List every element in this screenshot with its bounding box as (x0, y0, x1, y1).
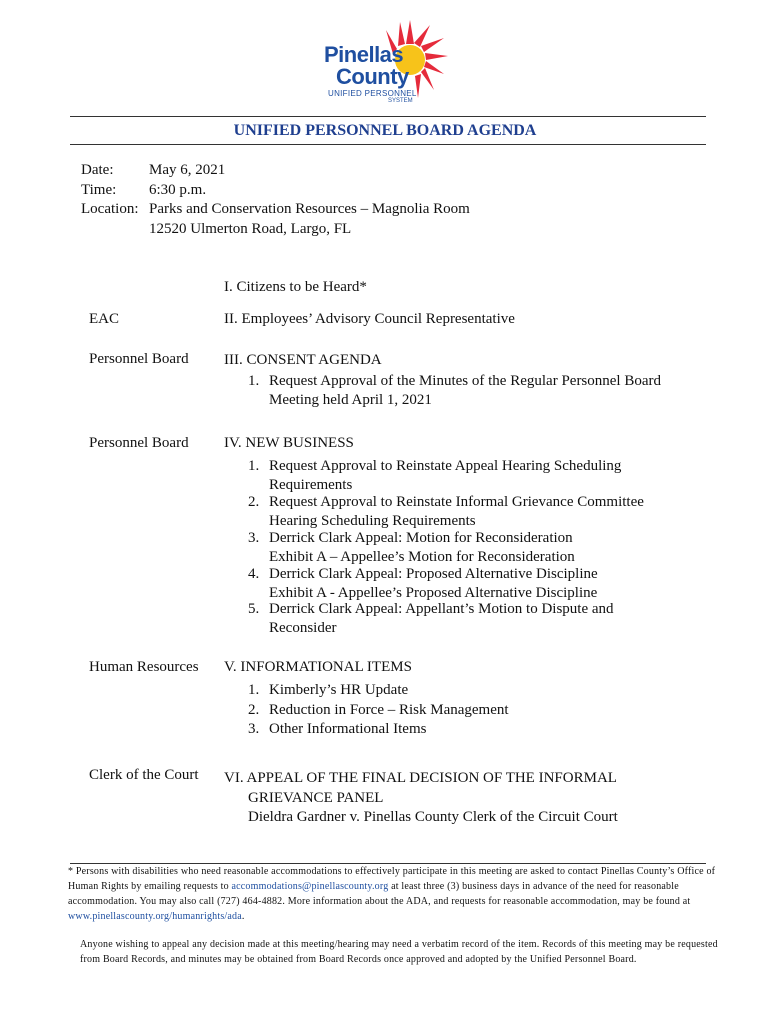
item-number: 4. (248, 566, 260, 582)
item-text-cont: Exhibit A – Appellee’s Motion for Reconsideration (269, 549, 575, 565)
section-2-presenter: EAC (89, 311, 119, 327)
section-6-heading-cont: GRIEVANCE PANEL (248, 790, 384, 806)
accommodations-email-link[interactable]: accommodations@pinellascounty.org (231, 881, 389, 892)
item-text-cont: Exhibit A - Appellee’s Proposed Alternative Discipline (269, 585, 598, 601)
item-number: 1. (248, 682, 260, 698)
footnote-text-3: . (241, 911, 245, 922)
list-item (248, 681, 688, 700)
item-number: 2. (248, 702, 260, 718)
list-item (248, 701, 688, 720)
item-text-cont: Meeting held April 1, 2021 (269, 392, 432, 408)
appeal-notice: Anyone wishing to appeal any decision made at this meeting/hearing may need a verbatim record of the item. Records of this meeting may be requested from Board Records, and minutes may be obtained from Board Records once approved and adopted by the Unified Personnel Board. (80, 939, 718, 965)
time-label: Time: (81, 182, 117, 198)
section-6-heading: VI. APPEAL OF THE FINAL DECISION OF THE INFORMAL (224, 770, 617, 786)
top-rule (70, 116, 706, 117)
logo-system: SYSTEM (388, 98, 413, 104)
section-2-heading: II. Employees’ Advisory Council Representative (224, 311, 515, 327)
section-4-presenter: Personnel Board (89, 435, 189, 451)
list-item (248, 720, 688, 739)
section-6-presenter: Clerk of the Court (89, 767, 199, 783)
footnote-text-2: at least three (3) business days in advance of the need for reasonable accommodation. You may also call (727) 464-4882. More information about the ADA, and requests for reasonable accommodation, may be found at (68, 881, 691, 907)
time-row (81, 180, 206, 200)
section-4-heading: IV. NEW BUSINESS (224, 435, 354, 451)
time-value: 6:30 p.m. (149, 182, 207, 198)
date-label: Date: (81, 162, 114, 178)
item-number: 5. (248, 601, 260, 617)
list-item (248, 372, 688, 410)
section-1-heading: I. Citizens to be Heard* (224, 279, 367, 295)
item-text: Kimberly’s HR Update (269, 682, 409, 698)
ada-url-link[interactable]: www.pinellascounty.org/humanrights/ada (68, 911, 242, 922)
logo-county: County (336, 64, 409, 89)
item-text-cont: Reconsider (269, 620, 337, 636)
item-text: Request Approval of the Minutes of the Regular Personnel Board (269, 373, 662, 389)
item-text: Request Approval to Reinstate Appeal Hearing Scheduling (269, 458, 622, 474)
item-number: 3. (248, 721, 260, 737)
location-row (81, 199, 470, 219)
item-text-cont: Hearing Scheduling Requirements (269, 513, 476, 529)
date-row (81, 160, 225, 180)
list-item (248, 457, 688, 495)
location-value: Parks and Conservation Resources – Magnolia Room (149, 201, 470, 217)
list-item (248, 493, 688, 531)
list-item (248, 565, 688, 603)
location-address: 12520 Ulmerton Road, Largo, FL (149, 221, 352, 237)
logo-pinellas: Pinellas (324, 42, 404, 67)
section-3-presenter: Personnel Board (89, 351, 189, 367)
item-text: Derrick Clark Appeal: Motion for Reconsideration (269, 530, 573, 546)
location-label: Location: (81, 201, 139, 217)
section-5-presenter: Human Resources (89, 659, 199, 675)
item-number: 2. (248, 494, 260, 510)
item-text: Other Informational Items (269, 721, 427, 737)
section-6-case: Dieldra Gardner v. Pinellas County Clerk of the Circuit Court (248, 809, 618, 825)
item-text: Derrick Clark Appeal: Proposed Alternative Discipline (269, 566, 598, 582)
item-number: 1. (248, 373, 260, 389)
footnote-text: * Persons with disabilities who need reasonable accommodations to effectively participate in this meeting are asked to contact Pinellas County’s Office of Human Rights by emailing requests to (68, 866, 716, 892)
pinellas-county-logo (318, 18, 448, 110)
item-number: 1. (248, 458, 260, 474)
list-item (248, 529, 688, 567)
page-title: UNIFIED PERSONNEL BOARD AGENDA (233, 122, 537, 139)
item-text: Request Approval to Reinstate Informal Grievance Committee (269, 494, 644, 510)
item-text-cont: Requirements (269, 477, 353, 493)
item-text: Reduction in Force – Risk Management (269, 702, 509, 718)
accommodations-footnote (68, 864, 718, 924)
item-number: 3. (248, 530, 260, 546)
item-text: Derrick Clark Appeal: Appellant’s Motion to Dispute and (269, 601, 614, 617)
section-3-heading: III. CONSENT AGENDA (224, 352, 382, 368)
list-item (248, 600, 688, 638)
section-5-heading: V. INFORMATIONAL ITEMS (224, 659, 412, 675)
date-value: May 6, 2021 (149, 162, 226, 178)
title-rule (70, 144, 706, 145)
logo-unified-personnel: UNIFIED PERSONNEL (328, 89, 417, 98)
